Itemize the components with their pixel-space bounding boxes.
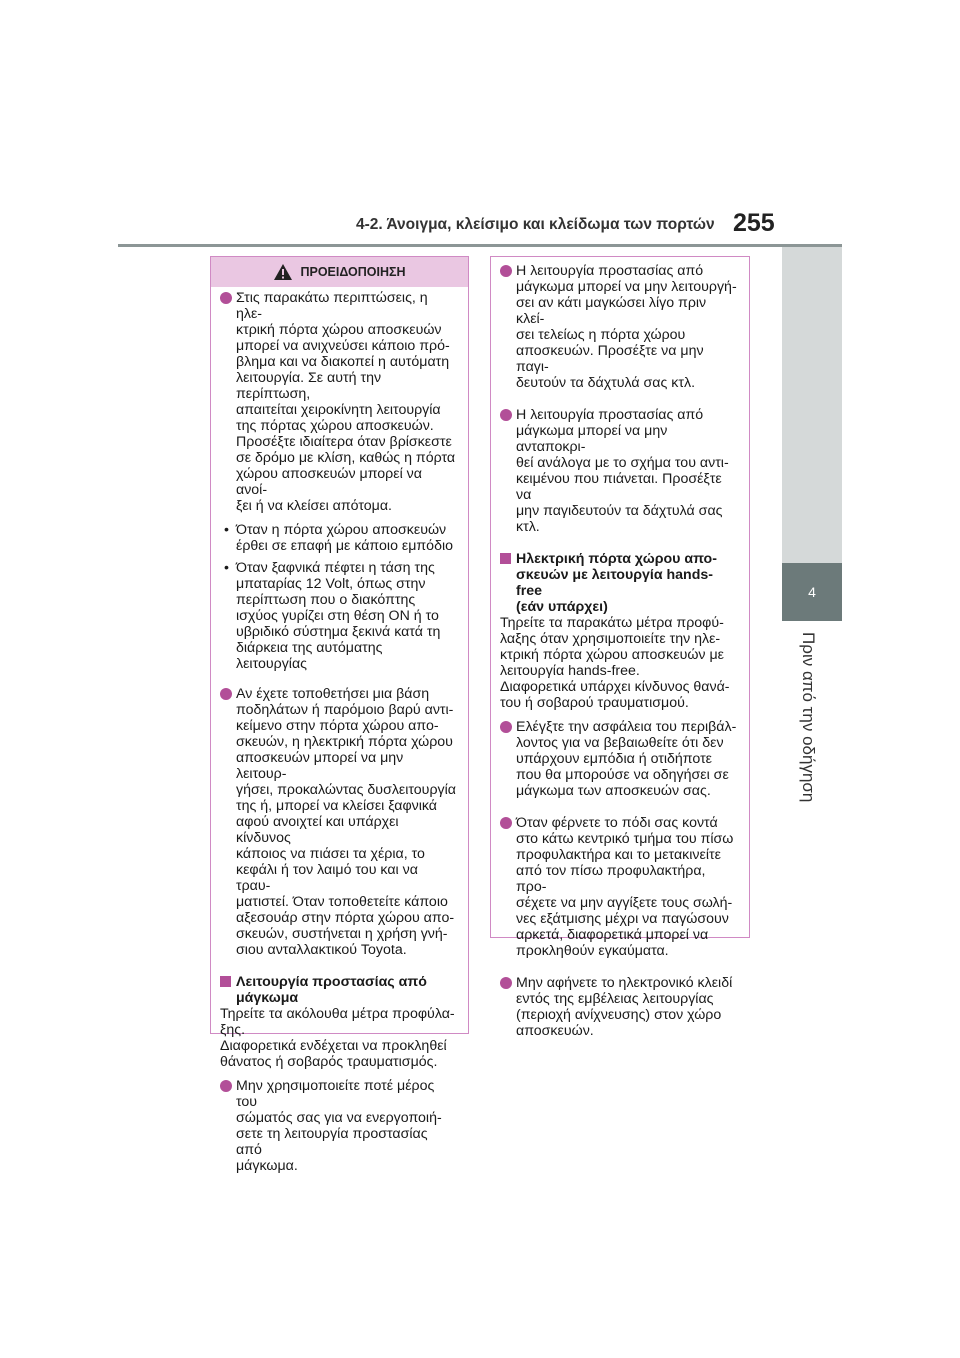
square-bullet-icon — [500, 553, 511, 564]
bullet-dot-icon — [500, 265, 512, 277]
item-text: Στις παρακάτω περιπτώσεις, η ηλε- κτρική πόρτα χώρου αποσκευών μπορεί να ανιχνεύσει κάποιο πρό- βλημα και να διακοπεί η αυτόματη λειτουργία. Σε αυτή την περίπτωση, απαιτείται χειροκίνητη λειτουργία της πόρτας χώρου αποσκευών. Προσέξτε ιδιαίτερα όταν βρίσκεστε σε δρόμο με κλίση, καθώς η πόρτα χώρου αποσκευών μπορεί να ανοί- ξει ή να κλείσει απότομα. — [236, 290, 456, 514]
side-bar — [782, 247, 842, 563]
list-item — [500, 815, 737, 959]
bullet-dot-icon — [220, 688, 232, 700]
warning-triangle-icon — [273, 263, 293, 281]
item-text: Η λειτουργία προστασίας από μάγκωμα μπορεί να μην ανταποκρι- θεί ανάλογα με το σχήμα του αντι- κειμένου που πιάνεται. Προσέξτε να μην παγιδευτούν τα δάχτυλά σας κτλ. — [516, 407, 729, 535]
list-item — [500, 719, 737, 799]
bullet-dot-icon — [220, 292, 232, 304]
list-item — [500, 975, 737, 1039]
heading-text: Λειτουργία προστασίας από μάγκωμα — [236, 974, 427, 1006]
list-item — [220, 1078, 456, 1174]
item-text: Όταν φέρνετε το πόδι σας κοντά στο κάτω κεντρικό τμήμα του πίσω προφυλακτήρα και το μετακινείτε από τον πίσω προφυλακτήρα, προ- σέχετε να μην αγγίξετε τους σωλή- νες εξάτμισης μέχρι να παγώσουν αρκετά, διαφορετικά μπορεί να προκληθούν εγκαύματα. — [516, 815, 734, 959]
warning-content-left — [211, 287, 468, 1194]
item-text: Μην χρησιμοποιείτε ποτέ μέρος του σώματός σας για να ενεργοποιή- σετε τη λειτουργία προστασίας από μάγκωμα. — [236, 1078, 442, 1174]
item-text: Αν έχετε τοποθετήσει μια βάση ποδηλάτων ή παρόμοιο βαρύ αντι- κείμενο στην πόρτα χώρου απο- σκευών, η ηλεκτρική πόρτα χώρου αποσκευών μπορεί να μην λειτουρ- γήσει, προκαλώντας δυσλειτουργία της ή, μπορεί να κλείσει ξαφνικά αφού ανοιχτεί και υπάρχει κίνδυνος κάποιος να πιάσει τα χέρια, το κεφάλι ή τον λαιμό του και να τραυ- ματιστεί. Όταν τοποθετείτε κάποιο αξεσουάρ στην πόρτα χώρου απο- σκευών, συστήνεται η χρήση γνή- σιου ανταλλακτικού Toyota. — [236, 686, 456, 958]
section-title: 4-2. Άνοιγμα, κλείσιμο και κλείδωμα των πορτών — [356, 216, 715, 233]
page-number: 255 — [733, 209, 775, 237]
list-item — [220, 686, 456, 958]
bullet-dot-icon — [500, 817, 512, 829]
item-text: Όταν η πόρτα χώρου αποσκευών έρθει σε επαφή με κάποιο εμπόδιο — [236, 522, 454, 554]
bullet-icon: • — [224, 560, 229, 576]
bullet-dot-icon — [500, 409, 512, 421]
warning-content-right — [491, 257, 749, 1059]
warning-box-left — [210, 256, 469, 1174]
chapter-title: Πριν από την οδήγηση — [799, 632, 818, 803]
chapter-tab[interactable]: 4 — [782, 563, 842, 621]
heading-text: Ηλεκτρική πόρτα χώρου απο- σκευών με λειτουργία hands-free (εάν υπάρχει) — [516, 551, 717, 615]
list-item — [500, 407, 737, 535]
header-divider — [118, 244, 842, 247]
paragraph: Τηρείτε τα παρακάτω μέτρα προφύ- λαξης όταν χρησιμοποιείτε την ηλε- κτρική πόρτα χώρου αποσκευών με λειτουργία hands-free. Διαφορετικά υπάρχει κίνδυνος θανά- του ή σοβαρού τραυματισμού. — [500, 615, 730, 711]
square-bullet-icon — [220, 976, 231, 987]
warning-title: ΠΡΟΕΙΔΟΠΟΙΗΣΗ — [300, 265, 406, 279]
bullet-dot-icon — [220, 1080, 232, 1092]
bullet-dot-icon — [500, 721, 512, 733]
item-text: Ελέγξτε την ασφάλεια του περιβάλ- λοντος για να βεβαιωθείτε ότι δεν υπάρχουν εμπόδια ή οτιδήποτε που θα μπορούσε να οδηγήσει σε μάγκωμα των αποσκευών σας. — [516, 719, 737, 799]
paragraph: Τηρείτε τα ακόλουθα μέτρα προφύλα- ξης. Διαφορετικά ενδέχεται να προκληθεί θάνατος ή σοβαρός τραυματισμός. — [220, 1006, 455, 1070]
list-item — [500, 263, 737, 391]
list-item — [220, 290, 456, 514]
item-text: Μην αφήνετε το ηλεκτρονικό κλειδί εντός της εμβέλειας λειτουργίας (περιοχή ανίχνευσης) στον χώρο αποσκευών. — [516, 975, 733, 1039]
item-text: Η λειτουργία προστασίας από μάγκωμα μπορεί να μην λειτουργή- σει αν κάτι μαγκώσει λίγο πριν κλεί- σει τελείως η πόρτα χώρου αποσκευών. Προσέξτε να μην παγι- δευτούν τα δάχτυλά σας κτλ. — [516, 263, 737, 391]
warning-header — [211, 257, 468, 287]
subsection-heading — [220, 974, 456, 1006]
sub-list-item — [220, 522, 456, 554]
bullet-dot-icon — [500, 977, 512, 989]
warning-box-right — [490, 256, 750, 1039]
sub-list-item — [220, 560, 456, 672]
subsection-heading — [500, 551, 737, 615]
bullet-icon: • — [224, 522, 229, 538]
item-text: Όταν ξαφνικά πέφτει η τάση της μπαταρίας 12 Volt, όπως στην περίπτωση που ο διακόπτης ισχύος γυρίζει στη θέση ON ή το υβριδικό σύστημα ξεκινά κατά τη διάρκεια της αυτόματης λειτουργίας — [236, 560, 441, 672]
